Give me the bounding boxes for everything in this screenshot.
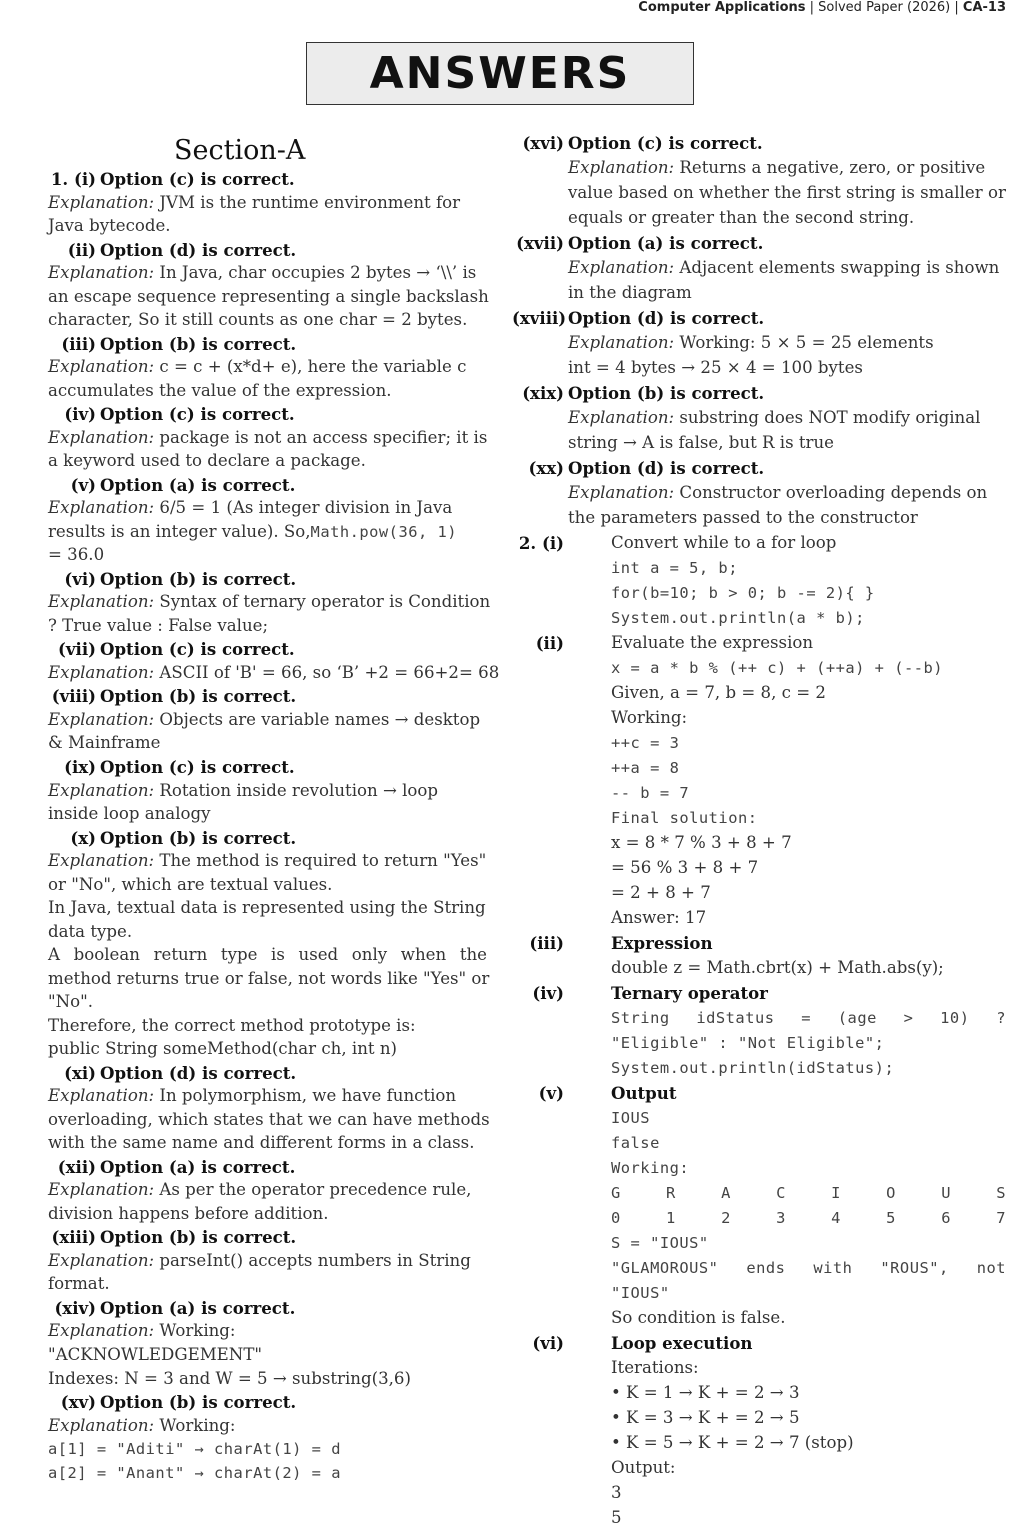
explanation-text: In polymorphism, we have function [159,1086,457,1106]
line-text: Working: [611,708,688,727]
text-line [48,874,332,896]
question-heading [512,532,837,555]
question-number: (vi) [532,1333,564,1353]
text-line [48,544,104,566]
explanation-label: Explanation: [48,192,155,212]
code-text: Working: [611,1159,690,1177]
line-text: • K = 3 → K + = 2 → 5 [611,1408,800,1427]
question-number: (ii) [535,633,564,653]
answer-heading [4,239,296,262]
explanation-text: Constructor overloading depends on [679,483,988,502]
explanation-text: As per the operator precedence rule, [159,1180,472,1200]
text-line [611,832,792,854]
line-text: data type. [48,921,133,941]
explanation-line [568,482,987,504]
line-text: Answer: 17 [611,908,707,927]
code-line [48,1438,341,1460]
line-text: In Java, textual data is represented using the String [48,898,486,918]
question-number: (viii) [51,686,96,707]
line-text: A boolean return type is used only when the [48,945,487,965]
answer-heading [4,168,295,191]
answer-heading [4,1226,296,1249]
line-text: the parameters passed to the constructor [568,508,918,527]
explanation-line [48,591,490,613]
question-title: Output [611,1083,677,1103]
line-text: "ACKNOWLEDGEMENT" [48,1345,263,1364]
explanation-line [48,709,480,731]
explanation-label: Explanation: [48,1321,155,1341]
answer-option: Option (d) is correct. [100,239,297,260]
line-text: an escape sequence representing a single backslash [48,286,489,306]
question-number: (xiii) [51,1227,96,1248]
question-heading [512,932,713,955]
code-text: -- b = 7 [611,784,690,802]
code-line [611,1057,894,1079]
explanation-text: Adjacent elements swapping is shown [679,258,1000,277]
running-header: Computer Applications | Solved Paper (2026) | CA-13 [638,0,1006,15]
answer-heading [4,1156,295,1179]
explanation-text: ASCII of 'B' = 66, so ‘B’ +2 = 66+2= 68 [159,662,500,682]
line-text: character, So it still counts as one char = 2 bytes. [48,310,468,330]
line-text: Given, a = 7, b = 8, c = 2 [611,683,826,702]
text-line [611,1357,699,1379]
code-text: IOUS [611,1109,651,1127]
explanation-line [48,1085,456,1107]
code-line [611,1007,1006,1029]
question-number: (xix) [522,383,564,403]
question-title: Loop execution [611,1333,753,1353]
text-line [611,682,826,704]
answer-option: Option (c) is correct. [100,639,295,660]
text-line [48,521,457,543]
text-line [611,857,758,879]
explanation-line [568,332,934,354]
explanation-line [48,850,486,872]
text-line [611,957,944,979]
text-line [48,450,366,472]
text-line [48,1273,110,1295]
line-text: Indexes: N = 3 and W = 5 → substring(3,6) [48,1368,411,1388]
answer-heading [512,382,764,405]
text-line [48,732,160,754]
explanation-text: Objects are variable names → desktop [159,709,481,729]
answer-option: Option (b) is correct. [100,333,297,354]
explanation-text: Working: 5 × 5 = 25 elements [679,333,934,352]
code-line [611,1107,650,1129]
line-text: • K = 5 → K + = 2 → 7 (stop) [611,1433,854,1452]
code-text: false [611,1134,660,1152]
explanation-label: Explanation: [48,780,155,800]
answer-option: Option (c) is correct. [568,133,763,153]
line-text: a keyword used to declare a package. [48,451,366,471]
answer-option: Option (d) is correct. [568,458,765,478]
line-text: method returns true or false, not words like "Yes" or [48,968,490,988]
explanation-label: Explanation: [48,357,155,377]
code-line [611,757,679,779]
answer-option: Option (a) is correct. [100,1297,296,1318]
explanation-text: Rotation inside revolution → loop [159,780,439,800]
code-text: S = "IOUS" [611,1234,709,1252]
text-line [48,897,486,919]
question-number: (ix) [64,757,96,777]
line-text: format. [48,1274,110,1294]
section-title: Section-A [174,135,306,166]
text-line [48,1344,262,1366]
explanation-line [568,257,999,279]
text-line [611,1507,622,1529]
line-text: Output: [611,1458,676,1477]
line-text: with the same name and different forms in a class. [48,1133,475,1153]
answer-option: Option (a) is correct. [100,474,296,495]
answer-option: Option (b) is correct. [100,686,297,707]
line-text: ? True value : False value; [48,615,269,635]
answer-option: Option (c) is correct. [100,169,295,189]
text-line [611,907,706,929]
text-line [48,1015,416,1037]
question-number: (v) [538,1083,564,1103]
question-number: (vii) [58,639,96,660]
explanation-label: Explanation: [48,427,155,447]
text-line [611,1307,786,1329]
question-number: (x) [70,827,96,848]
line-text: public String someMethod(char ch, int n) [48,1039,397,1059]
question-number: (iv) [64,404,96,425]
answer-heading [4,333,296,356]
line-text: value based on whether the first string is smaller or [568,183,1006,202]
explanation-label: Explanation: [48,592,155,612]
explanation-label: Explanation: [48,1415,155,1435]
line-text: accumulates the value of the expression. [48,380,392,400]
code-line [611,607,865,629]
code-line [48,1462,341,1484]
line-text: Java bytecode. [48,216,171,236]
code-text: Final solution: [611,809,758,827]
line-text: & Mainframe [48,733,161,753]
code-line [611,782,689,804]
explanation-text: substring does NOT modify original [679,408,981,427]
code-text: int a = 5, b; [611,559,738,577]
explanation-line [48,262,476,284]
line-text: = 36.0 [48,545,105,565]
line-text: in the diagram [568,283,692,302]
explanation-line [568,407,980,429]
text-line [611,1407,800,1429]
text-line [48,215,171,237]
code-line [611,1207,1006,1229]
explanation-text: Working: [159,1415,236,1435]
question-heading [512,982,768,1005]
answer-option: Option (b) is correct. [100,1392,297,1413]
code-text: ++c = 3 [611,734,680,752]
explanation-text: package is not an access specifier; it is [159,427,488,447]
text-line [611,1382,800,1404]
text-line [611,882,711,904]
text-line [611,1482,622,1504]
line-text: = 56 % 3 + 8 + 7 [611,858,759,877]
line-text: x = 8 * 7 % 3 + 8 + 7 [611,833,792,852]
explanation-text: 6/5 = 1 (As integer division in Java [159,498,453,518]
text-line [48,1203,328,1225]
line-text: • K = 1 → K + = 2 → 3 [611,1383,800,1402]
answer-heading [512,132,763,155]
text-line [48,991,93,1013]
line-text: So condition is false. [611,1308,786,1327]
text-line [48,615,268,637]
code-text: System.out.println(a * b); [611,609,865,627]
answer-heading [4,827,296,850]
code-text: "Eligible" : "Not Eligible"; [611,1034,885,1052]
explanation-label: Explanation: [568,158,675,177]
text-line [48,286,489,308]
line-text: = 2 + 8 + 7 [611,883,711,902]
code-line [611,582,875,604]
answer-heading [4,756,295,779]
line-text: double z = Math.cbrt(x) + Math.abs(y); [611,958,944,977]
explanation-label: Explanation: [568,258,675,277]
line-text: 5 [611,1508,622,1527]
question-number: (iii) [61,333,96,354]
code-text: String idStatus = (age > 10) ? [611,1009,1006,1027]
answer-heading [4,638,295,661]
text-line [48,1109,490,1131]
code-line [611,557,738,579]
question-title: Ternary operator [611,983,768,1003]
answer-option: Option (b) is correct. [100,568,297,589]
explanation-line [48,1179,471,1201]
answer-option: Option (c) is correct. [100,404,295,425]
text-line [48,968,489,990]
text-line [611,1432,854,1454]
line-text: equals or greater than the second string. [568,208,915,227]
answer-option: Option (a) is correct. [568,233,764,253]
answer-heading [4,403,295,426]
answers-title: ANSWERS [306,42,694,105]
answer-heading [4,1297,295,1320]
explanation-text: parseInt() accepts numbers in String [159,1250,471,1270]
explanation-label: Explanation: [48,1180,155,1200]
code-text: G R A C I O U S [611,1184,1006,1202]
explanation-line [48,192,460,214]
answer-heading [512,307,764,330]
explanation-line [48,1320,236,1342]
explanation-text: Working: [159,1321,236,1341]
answer-heading [4,474,295,497]
code-text: "GLAMOROUS" ends with "ROUS", not [611,1259,1006,1277]
text-line [611,707,687,729]
explanation-line [48,662,499,684]
explanation-line [48,780,438,802]
line-text: Iterations: [611,1358,699,1377]
code-text: System.out.println(idStatus); [611,1059,895,1077]
text-line [568,207,914,229]
answer-option: Option (d) is correct. [568,308,765,328]
question-number: (xx) [528,458,564,478]
code-text: for(b=10; b > 0; b -= 2){ } [611,584,875,602]
code-text: "IOUS" [611,1284,670,1302]
question-number: (xvii) [516,233,564,253]
question-heading [512,1332,753,1355]
text-line [48,1368,411,1390]
answer-option: Option (b) is correct. [568,383,765,403]
line-text: or "No", which are textual values. [48,874,333,894]
question-number: (xii) [57,1156,96,1177]
explanation-line [48,497,452,519]
answer-heading [512,232,763,255]
code-line [611,1232,709,1254]
explanation-label: Explanation: [568,408,675,427]
question-number: 2. (i) [518,533,564,553]
question-number: (xv) [60,1392,96,1413]
text-line [568,507,918,529]
line-text: 3 [611,1483,622,1502]
text-line [48,944,487,966]
header-paper: Solved Paper (2026) [818,0,951,15]
line-text: "No". [48,992,94,1012]
explanation-text: Syntax of ternary operator is Condition [159,592,491,612]
answer-heading [512,457,764,480]
question-title: Expression [611,933,713,953]
answer-option: Option (d) is correct. [100,1062,297,1083]
question-number: 1. (i) [50,169,96,189]
line-text: overloading, which states that we can have methods [48,1109,490,1129]
explanation-text: The method is required to return "Yes" [159,851,487,871]
explanation-label: Explanation: [568,483,675,502]
answer-option: Option (b) is correct. [100,827,297,848]
answer-heading [4,685,296,708]
answer-heading [4,1391,296,1414]
answer-option: Option (c) is correct. [100,757,295,777]
answer-heading [4,568,296,591]
explanation-label: Explanation: [48,498,155,518]
code-line [611,657,943,679]
question-heading [512,632,814,655]
question-number: (xvi) [522,133,564,153]
line-text: results is an integer value). So, [48,521,311,541]
line-text: division happens before addition. [48,1203,329,1223]
explanation-line [48,1415,236,1437]
text-line [48,921,132,943]
explanation-label: Explanation: [568,333,675,352]
explanation-line [48,356,466,378]
code-text: x = a * b % (++ c) + (++a) + (--b) [611,659,944,677]
text-line [48,309,467,331]
question-number: (v) [70,474,96,495]
answer-heading [4,1062,296,1085]
question-heading [512,1082,677,1105]
question-number: (xviii) [512,308,567,328]
explanation-text: c = c + (x*d+ e), here the variable c [159,357,467,377]
code-text: a[2] = "Anant" → charAt(2) = a [48,1463,341,1482]
text-line [48,803,211,825]
explanation-label: Explanation: [48,709,155,729]
explanation-line [568,157,985,179]
header-page-number: CA-13 [962,0,1006,15]
code-line [611,1257,1006,1279]
explanation-line [48,427,487,449]
line-text: int = 4 bytes → 25 × 4 = 100 bytes [568,358,863,377]
header-subject: Computer Applications [638,0,806,15]
code-line [611,1132,660,1154]
text-line [568,182,1006,204]
line-text: string → A is false, but R is true [568,433,834,452]
code-line [611,807,758,829]
code-line [611,1032,884,1054]
answer-option: Option (b) is correct. [100,1227,297,1248]
line-text: Therefore, the correct method prototype is: [48,1015,416,1035]
explanation-label: Explanation: [48,1086,155,1106]
explanation-label: Explanation: [48,1250,155,1270]
explanation-text: JVM is the runtime environment for [159,192,461,212]
text-line [48,1132,474,1154]
question-number: (xiv) [54,1297,96,1318]
code-text: 0 1 2 3 4 5 6 7 [611,1209,1006,1227]
code-line [611,1157,689,1179]
question-title: Evaluate the expression [611,633,814,652]
code-text: a[1] = "Aditi" → charAt(1) = d [48,1440,341,1459]
explanation-line [48,1250,471,1272]
text-line [568,357,863,379]
code-line [611,1282,670,1304]
code-line [611,732,679,754]
text-line [48,380,392,402]
text-line [568,282,692,304]
code-snippet: Math.pow(36, 1) [310,522,458,541]
question-number: (iv) [532,983,564,1003]
explanation-text: In Java, char occupies 2 bytes → ‘\\’ is [159,263,477,283]
explanation-label: Explanation: [48,851,155,871]
text-line [611,1457,676,1479]
explanation-label: Explanation: [48,263,155,283]
answer-option: Option (a) is correct. [100,1156,296,1177]
code-line [611,1182,1006,1204]
explanation-label: Explanation: [48,662,155,682]
line-text: inside loop analogy [48,804,211,824]
question-number: (ii) [67,239,96,260]
text-line [48,1038,397,1060]
text-line [568,432,834,454]
explanation-text: Returns a negative, zero, or positive [679,158,986,177]
code-text: ++a = 8 [611,759,680,777]
question-number: (iii) [529,933,564,953]
question-number: (vi) [64,568,96,589]
question-number: (xi) [64,1062,96,1083]
question-title: Convert while to a for loop [611,533,837,552]
